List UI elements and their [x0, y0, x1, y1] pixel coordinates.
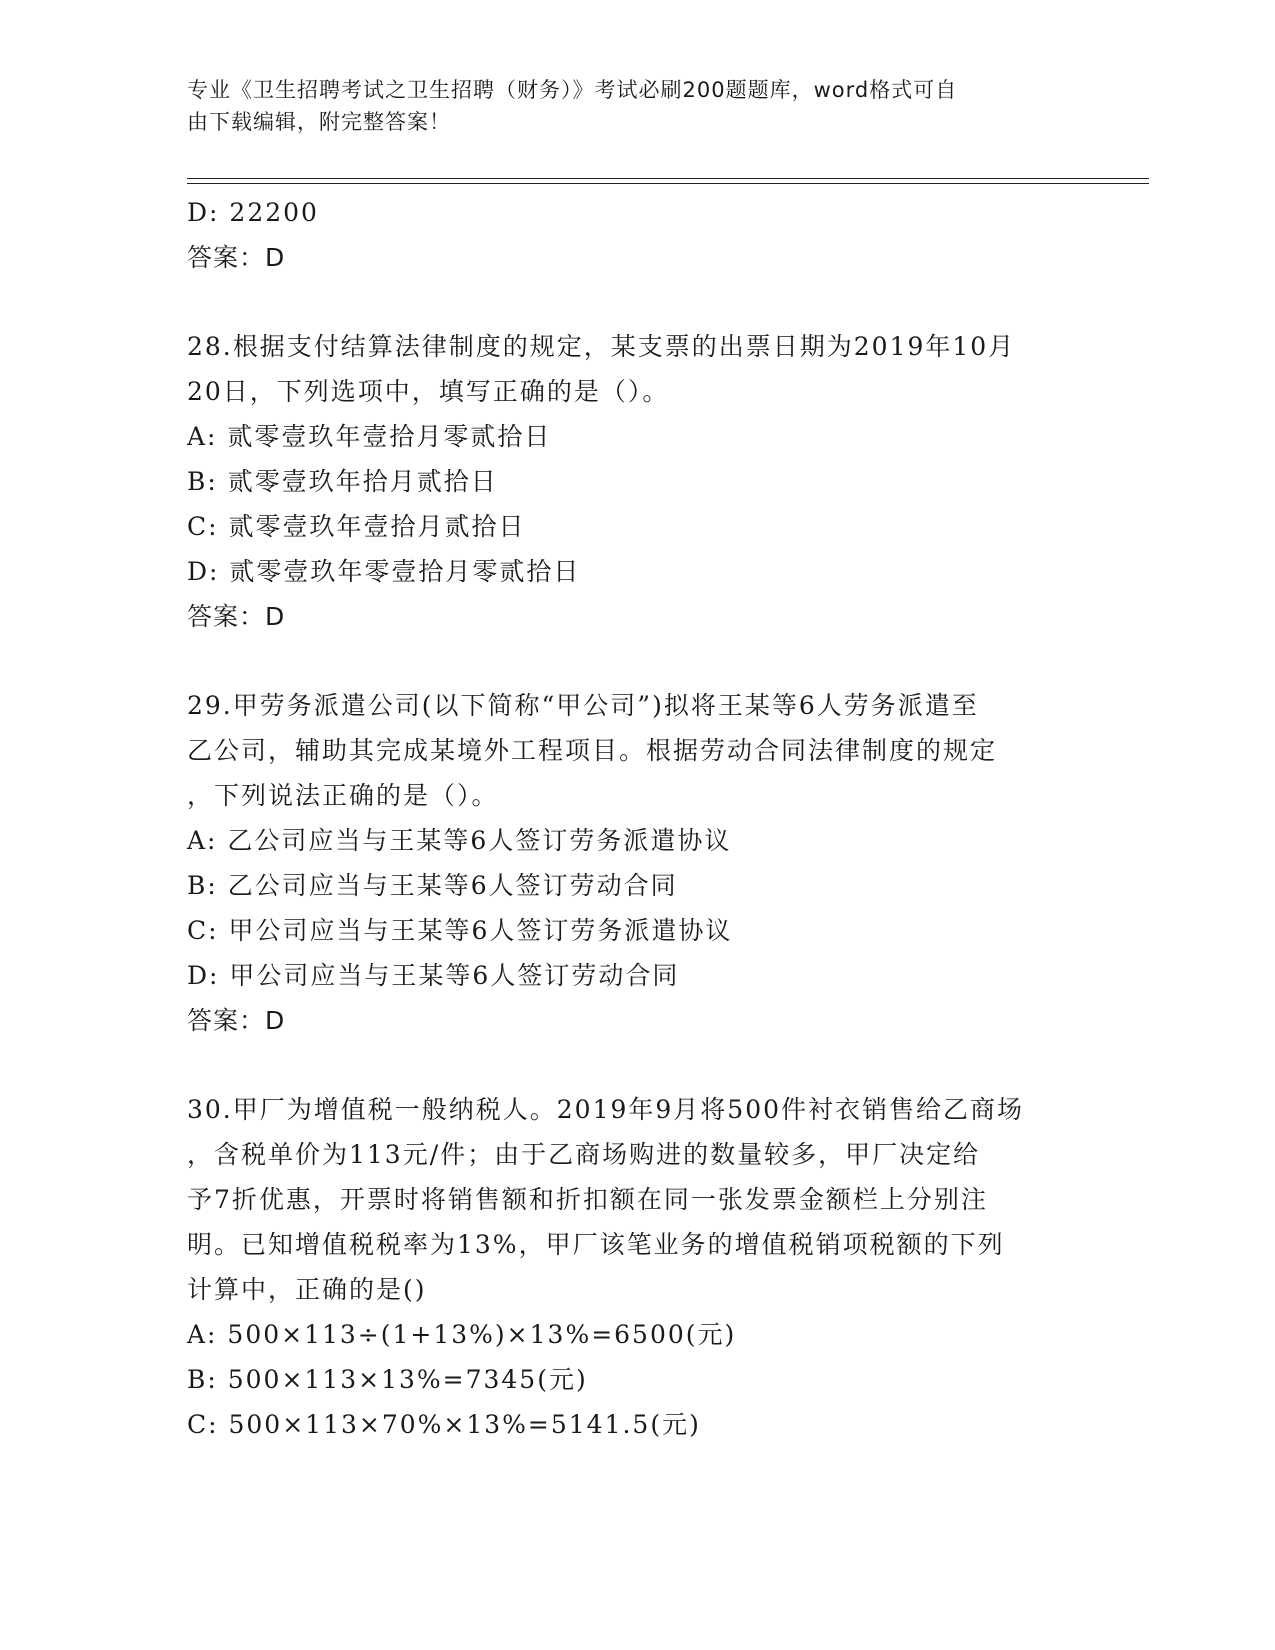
header-title-line-1: 专业《卫生招聘考试之卫生招聘（财务）》考试必刷200题题库，word格式可自 — [187, 78, 958, 102]
option-b: B: 乙公司应当与王某等6人签订劳动合同 — [187, 871, 678, 900]
question-stem-line: 28.根据支付结算法律制度的规定，某支票的出票日期为2019年10月 — [187, 332, 1016, 361]
option-b: B: 500×113×13%=7345(元) — [187, 1365, 588, 1394]
option-d: D: 22200 — [187, 198, 319, 227]
question-30 — [187, 1087, 1087, 1447]
option-a: A: 贰零壹玖年壹拾月零贰拾日 — [187, 422, 552, 451]
question-stem-line: ，含税单价为113元/件；由于乙商场购进的数量较多，甲厂决定给 — [187, 1140, 981, 1169]
spacer — [187, 639, 1087, 683]
option-d: D: 贰零壹玖年零壹拾月零贰拾日 — [187, 557, 581, 586]
answer-line: 答案：D — [187, 602, 286, 631]
question-content — [187, 190, 1087, 1447]
question-stem-line: 计算中，正确的是() — [187, 1275, 427, 1304]
question-stem-line: 20日，下列选项中，填写正确的是（）。 — [187, 377, 670, 406]
option-c: C: 贰零壹玖年壹拾月贰拾日 — [187, 512, 526, 541]
header-divider-bottom — [187, 183, 1149, 184]
question-29 — [187, 683, 1087, 1043]
question-stem-line: 予7折优惠，开票时将销售额和折扣额在同一张发票金额栏上分别注 — [187, 1185, 988, 1214]
option-a: A: 乙公司应当与王某等6人签订劳务派遣协议 — [187, 826, 732, 855]
question-28 — [187, 324, 1087, 639]
spacer — [187, 1043, 1087, 1087]
answer-line: 答案：D — [187, 243, 286, 272]
option-d: D: 甲公司应当与王某等6人签订劳动合同 — [187, 961, 680, 990]
previous-question-tail — [187, 190, 1087, 280]
page-header — [187, 74, 1067, 138]
spacer — [187, 280, 1087, 324]
header-title-line-2: 由下载编辑，附完整答案！ — [187, 110, 451, 134]
question-stem-line: 明。已知增值税税率为13%，甲厂该笔业务的增值税销项税额的下列 — [187, 1230, 1005, 1259]
question-stem-line: 30.甲厂为增值税一般纳税人。2019年9月将500件衬衣销售给乙商场 — [187, 1095, 1025, 1124]
question-stem-line: 乙公司，辅助其完成某境外工程项目。根据劳动合同法律制度的规定 — [187, 736, 998, 765]
option-c: C: 甲公司应当与王某等6人签订劳务派遣协议 — [187, 916, 733, 945]
option-a: A: 500×113÷(1+13%)×13%=6500(元) — [187, 1320, 737, 1349]
header-divider-top — [187, 178, 1149, 179]
option-b: B: 贰零壹玖年拾月贰拾日 — [187, 467, 498, 496]
option-c: C: 500×113×70%×13%=5141.5(元) — [187, 1410, 701, 1439]
question-stem-line: ，下列说法正确的是（）。 — [187, 781, 499, 810]
answer-line: 答案：D — [187, 1006, 286, 1035]
question-stem-line: 29.甲劳务派遣公司(以下简称“甲公司”)拟将王某等6人劳务派遣至 — [187, 691, 979, 720]
